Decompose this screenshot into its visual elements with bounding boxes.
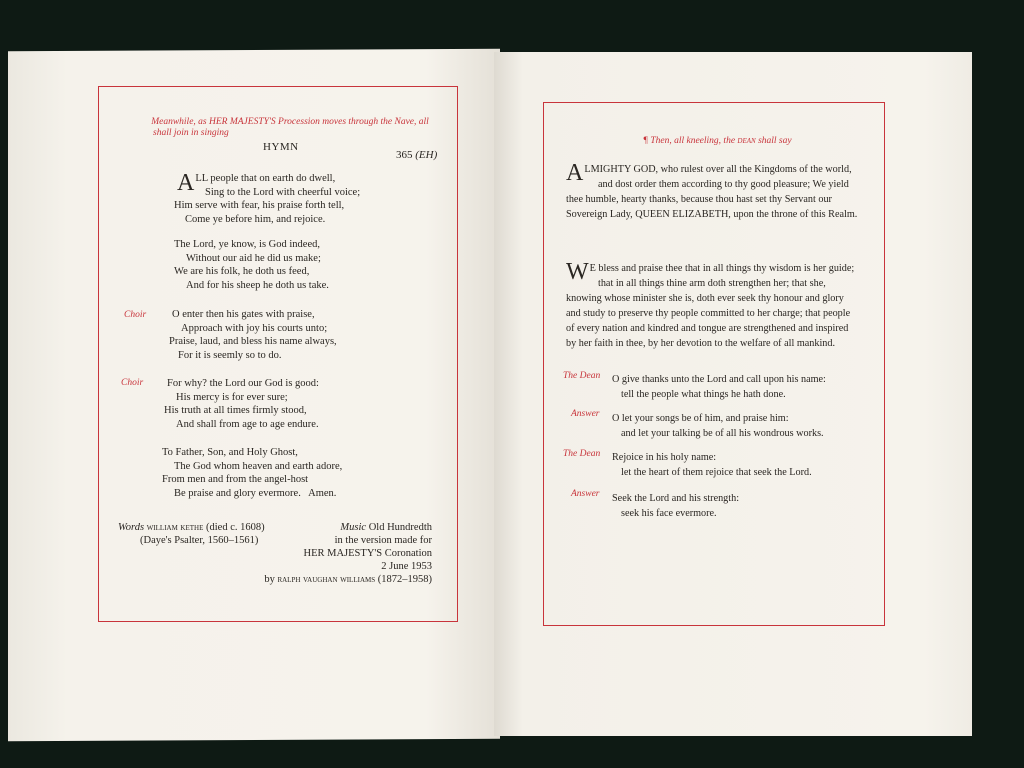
- stanza-line: We are his folk, he doth us feed,: [174, 266, 310, 277]
- hymn-book: (EH): [415, 149, 438, 161]
- response-label: Answer: [571, 489, 600, 499]
- stanza-line: From men and from the angel-host: [162, 474, 309, 485]
- versicle-label: The Dean: [563, 371, 601, 381]
- prayer-line: of every nation and kindred and tongue are strengthened and inspired: [566, 323, 849, 334]
- versicle-line: tell the people what things he hath done.: [621, 389, 786, 400]
- stanza-2: [174, 238, 329, 292]
- drop-cap: A: [177, 170, 195, 196]
- pilcrow-icon: ¶: [643, 136, 648, 146]
- stanza-line: Approach with joy his courts unto;: [181, 322, 328, 334]
- words-source: (Daye's Psalter, 1560–1561): [140, 535, 259, 546]
- prayer-line: by her faith in thee, by her devotion to the welfare of all mankind.: [566, 338, 836, 349]
- drop-cap: A: [566, 160, 584, 186]
- stanza-line: For it is seemly so to do.: [178, 349, 282, 361]
- music-dates: (1872–1958): [377, 574, 432, 585]
- stanza-line: Without our aid he did us make;: [186, 252, 321, 264]
- stanza-line: For why? the Lord our God is good:: [167, 378, 319, 389]
- stanza-1: [174, 170, 361, 226]
- stanza-line: LL people that on earth do dwell,: [195, 173, 336, 184]
- stanza-line: His mercy is for ever sure;: [176, 391, 288, 403]
- versicle-line: let the heart of them rejoice that seek the Lord.: [621, 467, 812, 478]
- stanza-3: [169, 308, 337, 362]
- stanza-label-choir: Choir: [121, 378, 144, 388]
- stanza-line: O enter then his gates with praise,: [172, 309, 315, 320]
- music-line: 2 June 1953: [381, 561, 432, 572]
- words-author: william kethe: [146, 522, 204, 533]
- versicle-label: The Dean: [563, 449, 601, 459]
- prayer-line: knowing whose minister she is, doth ever seek thy honour and glory: [566, 293, 844, 304]
- hymn-title: HYMN: [263, 141, 299, 153]
- stanza-line: And for his sheep he doth us take.: [186, 279, 329, 291]
- music-title: Old Hundredth: [368, 522, 432, 533]
- response-label: Answer: [571, 409, 600, 419]
- rubric-text: Then, all kneeling, the: [650, 136, 736, 146]
- response-line: seek his face evermore.: [621, 508, 717, 519]
- stanza-line: Sing to the Lord with cheerful voice;: [205, 186, 361, 198]
- prayer-line: Sovereign Lady, QUEEN ELIZABETH, upon the throne of this Realm.: [566, 209, 858, 220]
- prayer-rubric: [643, 136, 792, 147]
- stanza-line: His truth at all times firmly stood,: [164, 405, 307, 416]
- prayer-2: [566, 261, 873, 351]
- prayer-line: LMIGHTY GOD, who rulest over all the Kingdoms of the world,: [584, 164, 852, 175]
- versicle-line: Rejoice in his holy name:: [612, 452, 717, 463]
- response-line: O let your songs be of him, and praise him:: [612, 413, 789, 424]
- music-by: by: [264, 574, 275, 585]
- music-label: Music: [340, 522, 367, 533]
- hymn-rubric: [137, 117, 443, 139]
- stanza-line: Come ye before him, and rejoice.: [185, 213, 326, 225]
- stanza-label-choir: Choir: [124, 310, 147, 320]
- hymn-rubric-line1: Meanwhile, as HER MAJESTY'S Procession moves through the Nave, all: [151, 117, 429, 127]
- versicle: [612, 372, 826, 402]
- stanza-line: Praise, laud, and bless his name always,: [169, 336, 337, 347]
- prayer-line: and dost order them according to thy good pleasure; We yield: [598, 179, 849, 190]
- drop-cap: W: [566, 259, 589, 285]
- stanza-line: To Father, Son, and Holy Ghost,: [162, 447, 298, 458]
- versicle: [612, 450, 812, 480]
- hymn-number: [396, 149, 437, 161]
- stanza-line: Be praise and glory evermore. Amen.: [174, 487, 337, 499]
- stanza-5: [162, 446, 342, 500]
- response: [612, 411, 824, 441]
- stanza-line: Him serve with fear, his praise forth tell,: [174, 200, 345, 211]
- stanza-line: The God whom heaven and earth adore,: [174, 460, 343, 472]
- versicle-line: O give thanks unto the Lord and call upon his name:: [612, 374, 826, 385]
- hymn-number-value: 365: [396, 149, 413, 161]
- music-credit: [238, 521, 432, 586]
- words-date: (died c. 1608): [206, 522, 265, 533]
- music-composer: ralph vaughan williams: [277, 574, 376, 585]
- prayer-line: E bless and praise thee that in all things thy wisdom is her guide;: [589, 263, 855, 274]
- stanza-4: [164, 377, 319, 431]
- stanza-line: The Lord, ye know, is God indeed,: [174, 239, 320, 250]
- music-line: in the version made for: [334, 535, 432, 546]
- prayer-line: that in all things thine arm doth strengthen her; that she,: [598, 278, 826, 289]
- rubric-dean: dean: [737, 136, 756, 146]
- music-line: HER MAJESTY'S Coronation: [303, 548, 432, 559]
- rubric-text: shall say: [758, 136, 792, 146]
- words-label: Words: [118, 522, 145, 533]
- response: [612, 491, 739, 521]
- response-line: Seek the Lord and his strength:: [612, 493, 740, 504]
- prayer-line: and study to preserve thy people committed to her charge; that people: [566, 308, 851, 319]
- hymn-rubric-line2: shall join in singing: [153, 128, 229, 138]
- prayer-line: thee humble, hearty thanks, because thou hast set thy Servant our: [566, 194, 832, 205]
- stanza-line: And shall from age to age endure.: [176, 418, 319, 430]
- response-line: and let your talking be of all his wondrous works.: [621, 428, 824, 439]
- prayer-1: [566, 162, 873, 222]
